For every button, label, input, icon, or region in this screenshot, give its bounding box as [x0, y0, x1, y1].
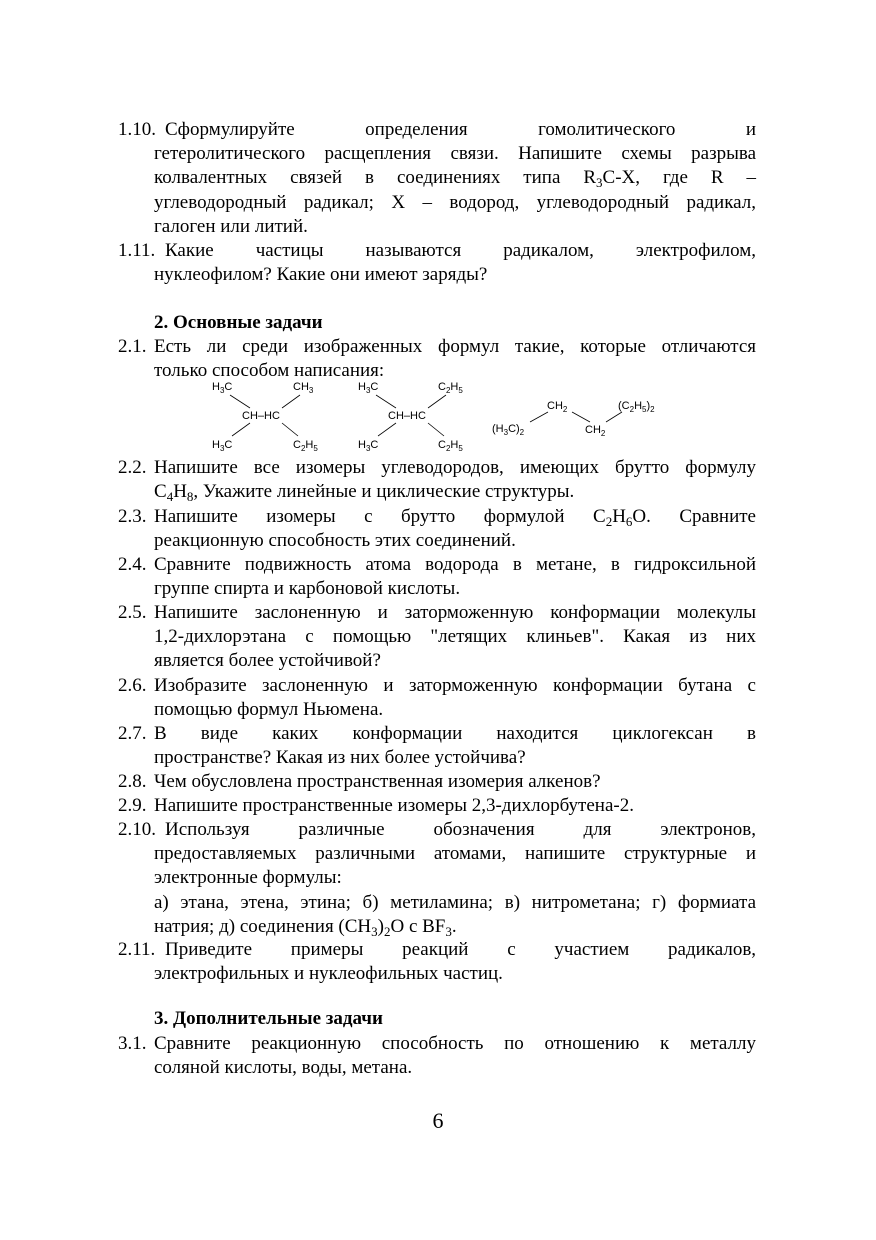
svg-text:C2H5: $C_2H_5$ — [293, 439, 318, 453]
task-text-line: электрофильных и нуклеофильных частиц. — [154, 963, 503, 985]
svg-text:CH3: $CH_3$ — [293, 381, 314, 395]
svg-text:CH2: $CH_2$ — [547, 400, 568, 414]
task-number: 2.7. — [118, 723, 147, 744]
task-text-line: углеводородный радикал; X – водород, углеводородный радикал, — [154, 191, 756, 213]
task-number: 2.11. — [118, 939, 156, 960]
formula-2 — [358, 381, 463, 453]
task-2-8 — [118, 770, 756, 794]
task-number: 1.10. — [118, 119, 156, 140]
task-text-line: $C_4H_8$, Укажите линейные и циклические структуры. — [154, 481, 575, 505]
task-2-6 — [118, 674, 756, 722]
task-number: 2.3. — [118, 506, 147, 527]
svg-text:H3C: $H_3C$ — [358, 381, 379, 395]
task-2-9 — [118, 794, 756, 818]
svg-text:C2H5: $C_2H_5$ — [438, 439, 463, 453]
task-2-7 — [118, 722, 756, 770]
task-text-line: Сформулируйте определения гомолитического и — [165, 119, 757, 140]
task-number: 2.10. — [118, 819, 156, 840]
task-text-line: Сравните реакционную способность по отношению к металлу — [154, 1033, 756, 1054]
task-text-line: колвалентных связей в соединениях типа $R_3C-X$, где R – — [154, 167, 757, 191]
task-number: 2.9. — [118, 795, 147, 816]
svg-text:H3C: $H_3C$ — [212, 439, 233, 453]
svg-text:(H3C)2: $(H_3C)_2$ — [492, 423, 525, 437]
task-text-line: В виде каких конформации находится циклогексан в — [154, 723, 756, 744]
task-text-line: Приведите примеры реакций с участием радикалов, — [165, 939, 757, 960]
task-2-1 — [118, 335, 756, 383]
task-text-line: электронные формулы: — [154, 867, 342, 889]
task-number: 2.4. — [118, 554, 147, 575]
task-text-line: натрия; д) соединения $(CH_3)_2O$ с $BF_3$. — [154, 915, 457, 939]
svg-text:H3C: $H_3C$ — [212, 381, 233, 395]
task-text-line: нуклеофилом? Какие они имеют заряды? — [154, 264, 488, 286]
task-text-line: Какие частицы называются радикалом, электрофилом, — [165, 240, 757, 261]
svg-text:CH2: $CH_2$ — [585, 424, 606, 438]
task-number: 2.6. — [118, 675, 147, 696]
task-text-line: предоставляемых различными атомами, напишите структурные и — [154, 843, 756, 865]
task-text-line: реакционную способность этих соединений. — [154, 530, 516, 552]
task-text-line: Есть ли среди изображенных формул такие, которые отличаются — [154, 336, 756, 357]
task-text-line: Используя различные обозначения для электронов, — [165, 819, 757, 840]
section-heading-additional: 3. Дополнительные задачи — [154, 1008, 383, 1029]
task-text-line: Изобразите заслоненную и заторможенную конформации бутана с — [154, 675, 756, 696]
task-number: 2.5. — [118, 602, 147, 623]
svg-text:C2H5: $C_2H_5$ — [438, 381, 463, 395]
task-text-line: а) этана, этена, этина; б) метиламина; в) нитрометана; г) формиата — [154, 891, 756, 913]
structural-formulas — [190, 378, 690, 456]
task-text-line: Напишите пространственные изомеры 2,3-дихлорбутена-2. — [154, 795, 634, 816]
task-number: 3.1. — [118, 1033, 147, 1054]
task-2-5 — [118, 601, 756, 674]
task-text-line: Сравните подвижность атома водорода в метане, в гидроксильной — [154, 554, 756, 575]
task-1-10 — [118, 118, 756, 239]
task-text-line: является более устойчивой? — [154, 650, 381, 672]
task-text-line: Напишите изомеры с брутто формулой $C_2H_6O$. Сравните — [154, 506, 756, 529]
task-2-3 — [118, 505, 756, 553]
task-text-line: Напишите все изомеры углеводородов, имеющих брутто формулу — [154, 457, 756, 478]
task-number: 2.1. — [118, 336, 147, 357]
svg-text:CH–HC: CH–HC — [242, 410, 280, 422]
svg-text:(C2H5)2: $(C_2H_5)_2$ — [618, 400, 655, 414]
task-number: 2.2. — [118, 457, 147, 478]
task-1-11 — [118, 239, 756, 287]
task-text-line: галоген или литий. — [154, 215, 308, 237]
task-number: 2.8. — [118, 771, 147, 792]
section-heading-main: 2. Основные задачи — [154, 312, 323, 333]
task-text-line: только способом написания: — [154, 360, 385, 382]
task-text-line: помощью формул Ньюмена. — [154, 699, 384, 721]
svg-text:H3C: $H_3C$ — [358, 439, 379, 453]
task-2-10 — [118, 818, 756, 939]
formula-3 — [492, 400, 655, 438]
task-text-line: гетеролитического расщепления связи. Напишите схемы разрыва — [154, 143, 756, 165]
task-text-line: 1,2-дихлорэтана с помощью "летящих клиньев". Какая из них — [154, 626, 756, 648]
task-2-11 — [118, 938, 756, 986]
task-text-line: Напишите заслоненную и заторможенную конформации молекулы — [154, 602, 756, 623]
task-text-line: соляной кислоты, воды, метана. — [154, 1057, 413, 1079]
task-2-4 — [118, 553, 756, 601]
task-2-2 — [118, 456, 756, 504]
task-text-line: пространстве? Какая из них более устойчива? — [154, 747, 526, 769]
formula-1 — [212, 381, 318, 453]
task-text-line: Чем обусловлена пространственная изомерия алкенов? — [154, 771, 601, 792]
task-text-line: группе спирта и карбоновой кислоты. — [154, 578, 461, 600]
page-number: 6 — [432, 1108, 444, 1133]
svg-text:CH–HC: CH–HC — [388, 410, 426, 422]
task-number: 1.11. — [118, 240, 156, 261]
task-3-1 — [118, 1032, 756, 1080]
